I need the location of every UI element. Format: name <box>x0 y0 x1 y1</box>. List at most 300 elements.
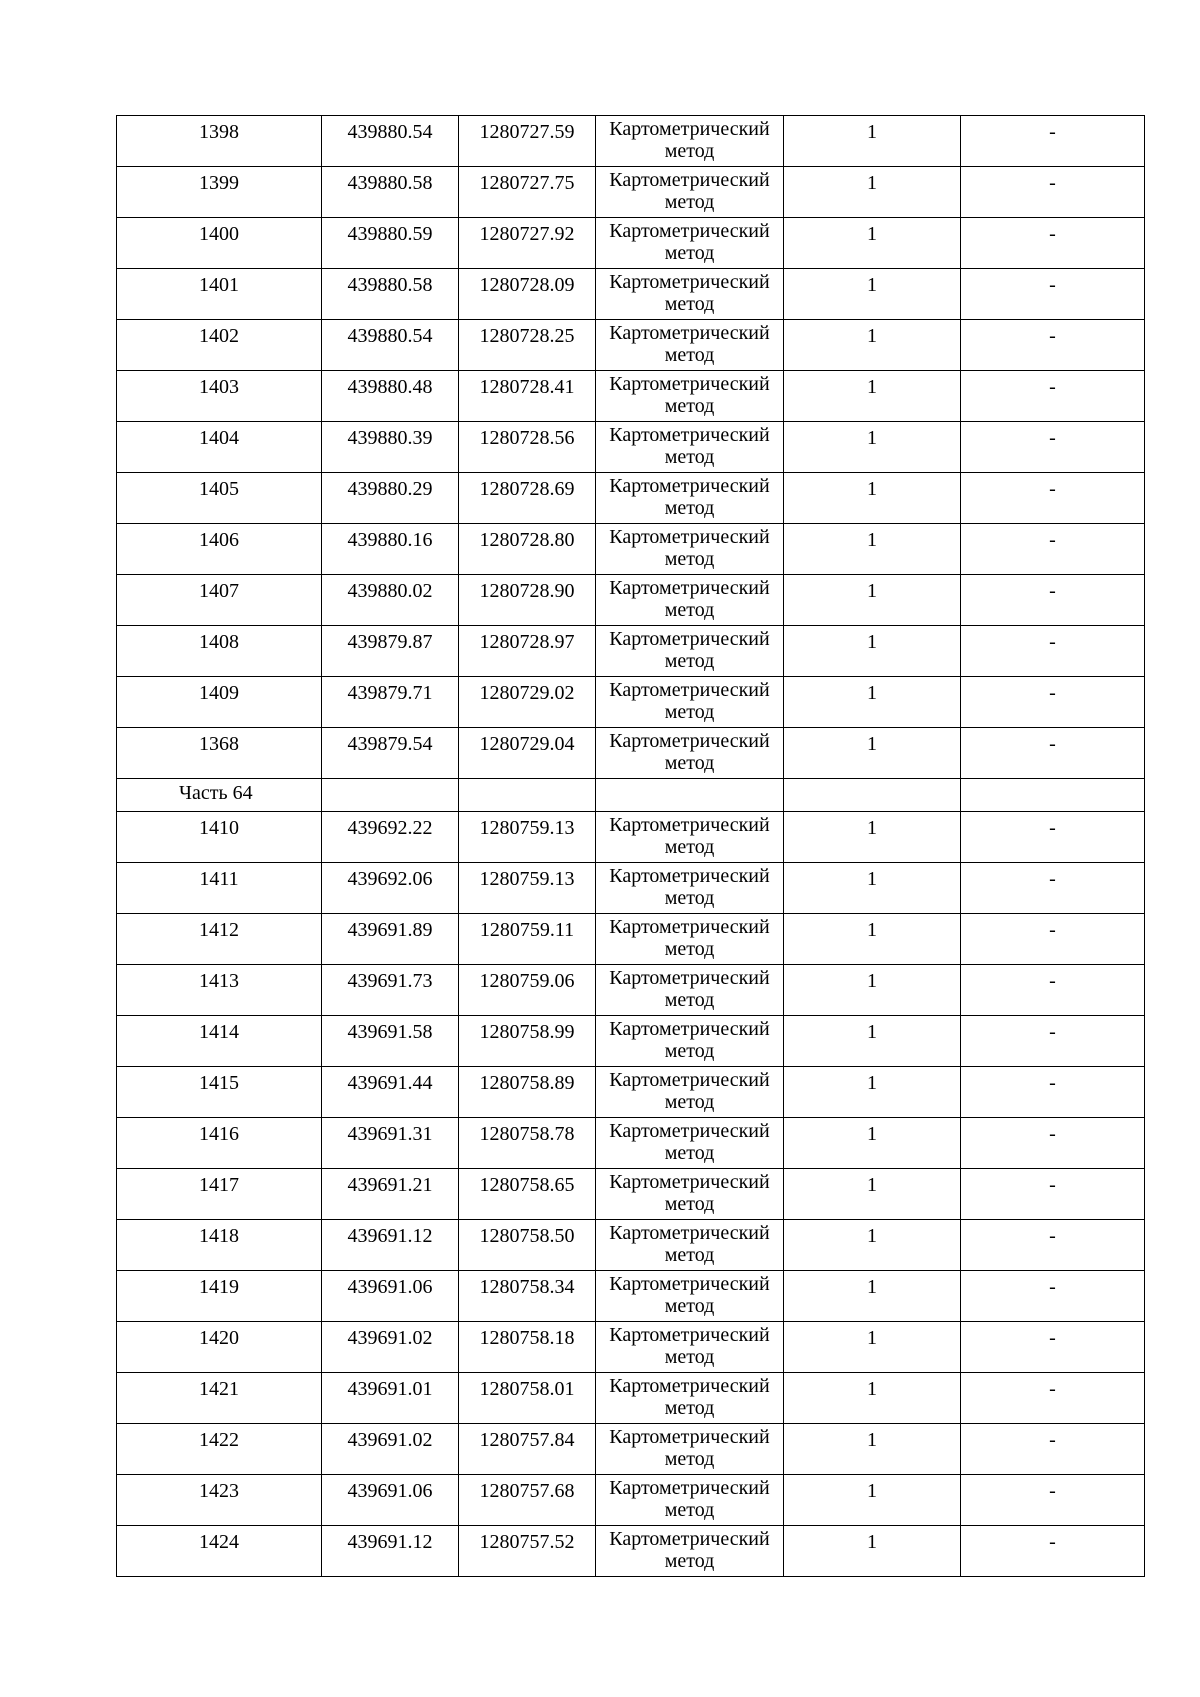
description-cell <box>961 626 1145 677</box>
y-coordinate-value: 1280729.02 <box>479 682 575 704</box>
point-number-value: 1400 <box>199 223 239 245</box>
description-value: - <box>1049 1480 1056 1502</box>
x-coordinate-value: 439880.48 <box>347 376 433 398</box>
x-coordinate-value: 439691.31 <box>347 1123 433 1145</box>
point-number-value: 1408 <box>199 631 239 653</box>
point-number-cell <box>117 626 322 677</box>
y-coordinate-value: 1280727.75 <box>479 172 575 194</box>
y-coordinate-value: 1280758.99 <box>479 1021 575 1043</box>
method-cell <box>596 1220 784 1271</box>
x-coordinate-value: 439879.71 <box>347 682 433 704</box>
x-coordinate-value: 439691.06 <box>347 1480 433 1502</box>
description-cell <box>961 812 1145 863</box>
accuracy-value: 1 <box>867 919 877 941</box>
accuracy-cell <box>784 1424 961 1475</box>
x-coordinate-value: 439880.54 <box>347 325 433 347</box>
accuracy-value: 1 <box>867 325 877 347</box>
x-coordinate-value: 439691.06 <box>347 1276 433 1298</box>
point-number-cell <box>117 728 322 779</box>
y-coordinate-cell <box>459 1016 596 1067</box>
empty-cell <box>459 779 596 812</box>
x-coordinate-value: 439691.89 <box>347 919 433 941</box>
table-row <box>117 1373 1145 1424</box>
accuracy-cell <box>784 728 961 779</box>
table-row <box>117 116 1145 167</box>
accuracy-cell <box>784 812 961 863</box>
y-coordinate-cell <box>459 914 596 965</box>
y-coordinate-cell <box>459 167 596 218</box>
point-number-cell <box>117 1067 322 1118</box>
point-number-cell <box>117 812 322 863</box>
x-coordinate-value: 439691.12 <box>347 1225 433 1247</box>
method-cell <box>596 1169 784 1220</box>
method-value: Картометрический метод <box>609 220 770 264</box>
method-cell <box>596 575 784 626</box>
point-number-cell <box>117 1475 322 1526</box>
method-value: Картометрический метод <box>609 577 770 621</box>
description-value: - <box>1049 1174 1056 1196</box>
method-value: Картометрический метод <box>609 373 770 417</box>
y-coordinate-cell <box>459 1067 596 1118</box>
description-value: - <box>1049 1123 1056 1145</box>
x-coordinate-value: 439691.01 <box>347 1378 433 1400</box>
point-number-value: 1417 <box>199 1174 239 1196</box>
accuracy-cell <box>784 371 961 422</box>
y-coordinate-cell <box>459 320 596 371</box>
table-row <box>117 167 1145 218</box>
y-coordinate-cell <box>459 965 596 1016</box>
x-coordinate-cell <box>322 1526 459 1577</box>
accuracy-value: 1 <box>867 1531 877 1553</box>
table-row <box>117 728 1145 779</box>
point-number-cell <box>117 116 322 167</box>
accuracy-value: 1 <box>867 817 877 839</box>
y-coordinate-cell <box>459 1424 596 1475</box>
x-coordinate-cell <box>322 371 459 422</box>
x-coordinate-cell <box>322 728 459 779</box>
description-cell <box>961 1475 1145 1526</box>
table-row <box>117 422 1145 473</box>
point-number-cell <box>117 1322 322 1373</box>
point-number-cell <box>117 320 322 371</box>
accuracy-cell <box>784 965 961 1016</box>
x-coordinate-cell <box>322 167 459 218</box>
method-value: Картометрический метод <box>609 628 770 672</box>
accuracy-cell <box>784 863 961 914</box>
method-cell <box>596 677 784 728</box>
part-header-row <box>117 779 1145 812</box>
y-coordinate-value: 1280728.69 <box>479 478 575 500</box>
point-number-cell <box>117 1271 322 1322</box>
y-coordinate-value: 1280758.89 <box>479 1072 575 1094</box>
accuracy-value: 1 <box>867 682 877 704</box>
accuracy-cell <box>784 626 961 677</box>
x-coordinate-cell <box>322 812 459 863</box>
description-cell <box>961 320 1145 371</box>
y-coordinate-cell <box>459 1220 596 1271</box>
description-value: - <box>1049 1327 1056 1349</box>
point-number-value: 1410 <box>199 817 239 839</box>
accuracy-value: 1 <box>867 580 877 602</box>
table-row <box>117 1220 1145 1271</box>
point-number-value: 1416 <box>199 1123 239 1145</box>
point-number-value: 1423 <box>199 1480 239 1502</box>
y-coordinate-value: 1280759.11 <box>479 919 575 941</box>
description-cell <box>961 524 1145 575</box>
table-row <box>117 269 1145 320</box>
accuracy-value: 1 <box>867 733 877 755</box>
description-cell <box>961 728 1145 779</box>
y-coordinate-value: 1280728.97 <box>479 631 575 653</box>
accuracy-cell <box>784 473 961 524</box>
method-cell <box>596 218 784 269</box>
point-number-value: 1421 <box>199 1378 239 1400</box>
point-number-value: 1419 <box>199 1276 239 1298</box>
description-value: - <box>1049 223 1056 245</box>
method-cell <box>596 167 784 218</box>
point-number-cell <box>117 1424 322 1475</box>
y-coordinate-value: 1280728.09 <box>479 274 575 296</box>
method-value: Картометрический метод <box>609 1375 770 1419</box>
method-cell <box>596 320 784 371</box>
description-cell <box>961 677 1145 728</box>
x-coordinate-cell <box>322 1475 459 1526</box>
description-cell <box>961 1067 1145 1118</box>
y-coordinate-cell <box>459 371 596 422</box>
description-value: - <box>1049 1225 1056 1247</box>
x-coordinate-value: 439880.02 <box>347 580 433 602</box>
description-value: - <box>1049 121 1056 143</box>
table-row <box>117 1067 1145 1118</box>
accuracy-cell <box>784 269 961 320</box>
table-row <box>117 575 1145 626</box>
description-cell <box>961 1169 1145 1220</box>
point-number-cell <box>117 863 322 914</box>
y-coordinate-value: 1280728.90 <box>479 580 575 602</box>
description-value: - <box>1049 631 1056 653</box>
method-cell <box>596 116 784 167</box>
accuracy-cell <box>784 575 961 626</box>
method-value: Картометрический метод <box>609 322 770 366</box>
accuracy-cell <box>784 1322 961 1373</box>
x-coordinate-cell <box>322 524 459 575</box>
table-row <box>117 320 1145 371</box>
method-value: Картометрический метод <box>609 967 770 1011</box>
y-coordinate-value: 1280757.68 <box>479 1480 575 1502</box>
y-coordinate-value: 1280758.34 <box>479 1276 575 1298</box>
y-coordinate-cell <box>459 1169 596 1220</box>
method-cell <box>596 1373 784 1424</box>
point-number-value: 1422 <box>199 1429 239 1451</box>
method-cell <box>596 626 784 677</box>
accuracy-value: 1 <box>867 1174 877 1196</box>
method-value: Картометрический метод <box>609 1528 770 1572</box>
method-cell <box>596 1118 784 1169</box>
table-row <box>117 1322 1145 1373</box>
point-number-cell <box>117 1220 322 1271</box>
accuracy-cell <box>784 422 961 473</box>
description-value: - <box>1049 580 1056 602</box>
y-coordinate-value: 1280729.04 <box>479 733 575 755</box>
method-value: Картометрический метод <box>609 1324 770 1368</box>
point-number-value: 1398 <box>199 121 239 143</box>
x-coordinate-cell <box>322 1067 459 1118</box>
description-value: - <box>1049 172 1056 194</box>
x-coordinate-cell <box>322 473 459 524</box>
y-coordinate-cell <box>459 116 596 167</box>
point-number-cell <box>117 422 322 473</box>
accuracy-value: 1 <box>867 172 877 194</box>
description-cell <box>961 167 1145 218</box>
y-coordinate-value: 1280728.56 <box>479 427 575 449</box>
x-coordinate-cell <box>322 320 459 371</box>
accuracy-value: 1 <box>867 1327 877 1349</box>
point-number-value: 1405 <box>199 478 239 500</box>
y-coordinate-cell <box>459 575 596 626</box>
x-coordinate-value: 439692.22 <box>347 817 433 839</box>
empty-cell <box>784 779 961 812</box>
y-coordinate-cell <box>459 422 596 473</box>
y-coordinate-cell <box>459 269 596 320</box>
accuracy-value: 1 <box>867 274 877 296</box>
point-number-cell <box>117 575 322 626</box>
accuracy-cell <box>784 116 961 167</box>
table-row <box>117 473 1145 524</box>
y-coordinate-cell <box>459 1475 596 1526</box>
y-coordinate-value: 1280759.13 <box>479 868 575 890</box>
accuracy-cell <box>784 1169 961 1220</box>
accuracy-cell <box>784 914 961 965</box>
method-cell <box>596 1526 784 1577</box>
description-cell <box>961 965 1145 1016</box>
empty-cell <box>961 779 1145 812</box>
description-value: - <box>1049 733 1056 755</box>
point-number-value: 1401 <box>199 274 239 296</box>
description-cell <box>961 1526 1145 1577</box>
accuracy-cell <box>784 1526 961 1577</box>
x-coordinate-cell <box>322 269 459 320</box>
x-coordinate-value: 439879.54 <box>347 733 433 755</box>
method-value: Картометрический метод <box>609 1171 770 1215</box>
y-coordinate-cell <box>459 812 596 863</box>
table-row <box>117 677 1145 728</box>
y-coordinate-cell <box>459 1373 596 1424</box>
description-cell <box>961 1373 1145 1424</box>
table-row <box>117 371 1145 422</box>
x-coordinate-cell <box>322 218 459 269</box>
method-cell <box>596 473 784 524</box>
y-coordinate-cell <box>459 218 596 269</box>
point-number-value: 1418 <box>199 1225 239 1247</box>
description-value: - <box>1049 817 1056 839</box>
y-coordinate-value: 1280758.01 <box>479 1378 575 1400</box>
y-coordinate-value: 1280758.65 <box>479 1174 575 1196</box>
table-row <box>117 914 1145 965</box>
point-number-cell <box>117 1016 322 1067</box>
point-number-cell <box>117 218 322 269</box>
method-cell <box>596 1322 784 1373</box>
point-number-cell <box>117 1373 322 1424</box>
accuracy-cell <box>784 218 961 269</box>
point-number-value: 1411 <box>199 868 239 890</box>
y-coordinate-cell <box>459 1526 596 1577</box>
x-coordinate-cell <box>322 1424 459 1475</box>
description-value: - <box>1049 1429 1056 1451</box>
y-coordinate-cell <box>459 728 596 779</box>
point-number-value: 1368 <box>199 733 239 755</box>
empty-cell <box>596 779 784 812</box>
point-number-value: 1414 <box>199 1021 239 1043</box>
point-number-value: 1409 <box>199 682 239 704</box>
accuracy-value: 1 <box>867 1480 877 1502</box>
x-coordinate-value: 439880.16 <box>347 529 433 551</box>
description-cell <box>961 422 1145 473</box>
point-number-cell <box>117 914 322 965</box>
x-coordinate-cell <box>322 626 459 677</box>
method-value: Картометрический метод <box>609 118 770 162</box>
point-number-value: 1413 <box>199 970 239 992</box>
description-cell <box>961 269 1145 320</box>
table-row <box>117 1475 1145 1526</box>
y-coordinate-cell <box>459 1118 596 1169</box>
accuracy-cell <box>784 1016 961 1067</box>
table-row <box>117 1118 1145 1169</box>
table-row <box>117 812 1145 863</box>
accuracy-value: 1 <box>867 970 877 992</box>
point-number-cell <box>117 965 322 1016</box>
point-number-value: 1406 <box>199 529 239 551</box>
description-cell <box>961 371 1145 422</box>
description-cell <box>961 1220 1145 1271</box>
description-value: - <box>1049 1531 1056 1553</box>
description-value: - <box>1049 325 1056 347</box>
accuracy-cell <box>784 677 961 728</box>
x-coordinate-cell <box>322 677 459 728</box>
x-coordinate-cell <box>322 863 459 914</box>
y-coordinate-value: 1280758.50 <box>479 1225 575 1247</box>
y-coordinate-cell <box>459 524 596 575</box>
method-value: Картометрический метод <box>609 475 770 519</box>
method-value: Картометрический метод <box>609 424 770 468</box>
point-number-cell <box>117 524 322 575</box>
empty-cell <box>322 779 459 812</box>
method-value: Картометрический метод <box>609 169 770 213</box>
accuracy-value: 1 <box>867 478 877 500</box>
method-value: Картометрический метод <box>609 730 770 774</box>
point-number-value: 1412 <box>199 919 239 941</box>
x-coordinate-value: 439879.87 <box>347 631 433 653</box>
point-number-value: 1402 <box>199 325 239 347</box>
method-value: Картометрический метод <box>609 1273 770 1317</box>
table-row <box>117 965 1145 1016</box>
y-coordinate-value: 1280727.92 <box>479 223 575 245</box>
part-label: Часть 64 <box>179 782 253 804</box>
method-value: Картометрический метод <box>609 865 770 909</box>
y-coordinate-cell <box>459 863 596 914</box>
method-value: Картометрический метод <box>609 1477 770 1521</box>
x-coordinate-value: 439880.58 <box>347 274 433 296</box>
y-coordinate-cell <box>459 626 596 677</box>
method-cell <box>596 1016 784 1067</box>
accuracy-cell <box>784 1067 961 1118</box>
description-cell <box>961 1118 1145 1169</box>
method-cell <box>596 965 784 1016</box>
accuracy-value: 1 <box>867 376 877 398</box>
x-coordinate-cell <box>322 914 459 965</box>
accuracy-value: 1 <box>867 121 877 143</box>
y-coordinate-value: 1280759.06 <box>479 970 575 992</box>
description-cell <box>961 1322 1145 1373</box>
method-value: Картометрический метод <box>609 526 770 570</box>
x-coordinate-cell <box>322 1271 459 1322</box>
table-row <box>117 626 1145 677</box>
point-number-cell <box>117 677 322 728</box>
accuracy-value: 1 <box>867 529 877 551</box>
accuracy-cell <box>784 320 961 371</box>
x-coordinate-value: 439880.39 <box>347 427 433 449</box>
y-coordinate-cell <box>459 677 596 728</box>
accuracy-cell <box>784 1475 961 1526</box>
method-value: Картометрический метод <box>609 271 770 315</box>
description-value: - <box>1049 427 1056 449</box>
coordinates-table-body <box>117 116 1145 1577</box>
method-cell <box>596 269 784 320</box>
x-coordinate-value: 439691.12 <box>347 1531 433 1553</box>
description-cell <box>961 116 1145 167</box>
method-cell <box>596 1067 784 1118</box>
point-number-cell <box>117 473 322 524</box>
description-value: - <box>1049 1072 1056 1094</box>
description-value: - <box>1049 529 1056 551</box>
x-coordinate-cell <box>322 575 459 626</box>
table-row <box>117 218 1145 269</box>
table-row <box>117 1016 1145 1067</box>
y-coordinate-value: 1280757.84 <box>479 1429 575 1451</box>
x-coordinate-cell <box>322 1118 459 1169</box>
description-cell <box>961 473 1145 524</box>
method-cell <box>596 863 784 914</box>
x-coordinate-value: 439880.29 <box>347 478 433 500</box>
x-coordinate-cell <box>322 1016 459 1067</box>
x-coordinate-value: 439692.06 <box>347 868 433 890</box>
description-value: - <box>1049 1378 1056 1400</box>
method-cell <box>596 524 784 575</box>
description-cell <box>961 218 1145 269</box>
description-cell <box>961 1424 1145 1475</box>
point-number-cell <box>117 1526 322 1577</box>
point-number-cell <box>117 371 322 422</box>
x-coordinate-value: 439691.02 <box>347 1429 433 1451</box>
point-number-cell <box>117 167 322 218</box>
table-row <box>117 524 1145 575</box>
part-label-cell <box>117 779 322 812</box>
table-row <box>117 1169 1145 1220</box>
method-cell <box>596 914 784 965</box>
x-coordinate-value: 439691.58 <box>347 1021 433 1043</box>
method-cell <box>596 422 784 473</box>
method-value: Картометрический метод <box>609 916 770 960</box>
description-value: - <box>1049 919 1056 941</box>
coordinates-table <box>116 115 1145 1577</box>
accuracy-value: 1 <box>867 1276 877 1298</box>
point-number-cell <box>117 269 322 320</box>
x-coordinate-value: 439691.73 <box>347 970 433 992</box>
x-coordinate-cell <box>322 116 459 167</box>
table-row <box>117 1271 1145 1322</box>
method-value: Картометрический метод <box>609 814 770 858</box>
x-coordinate-value: 439691.02 <box>347 1327 433 1349</box>
accuracy-value: 1 <box>867 1225 877 1247</box>
